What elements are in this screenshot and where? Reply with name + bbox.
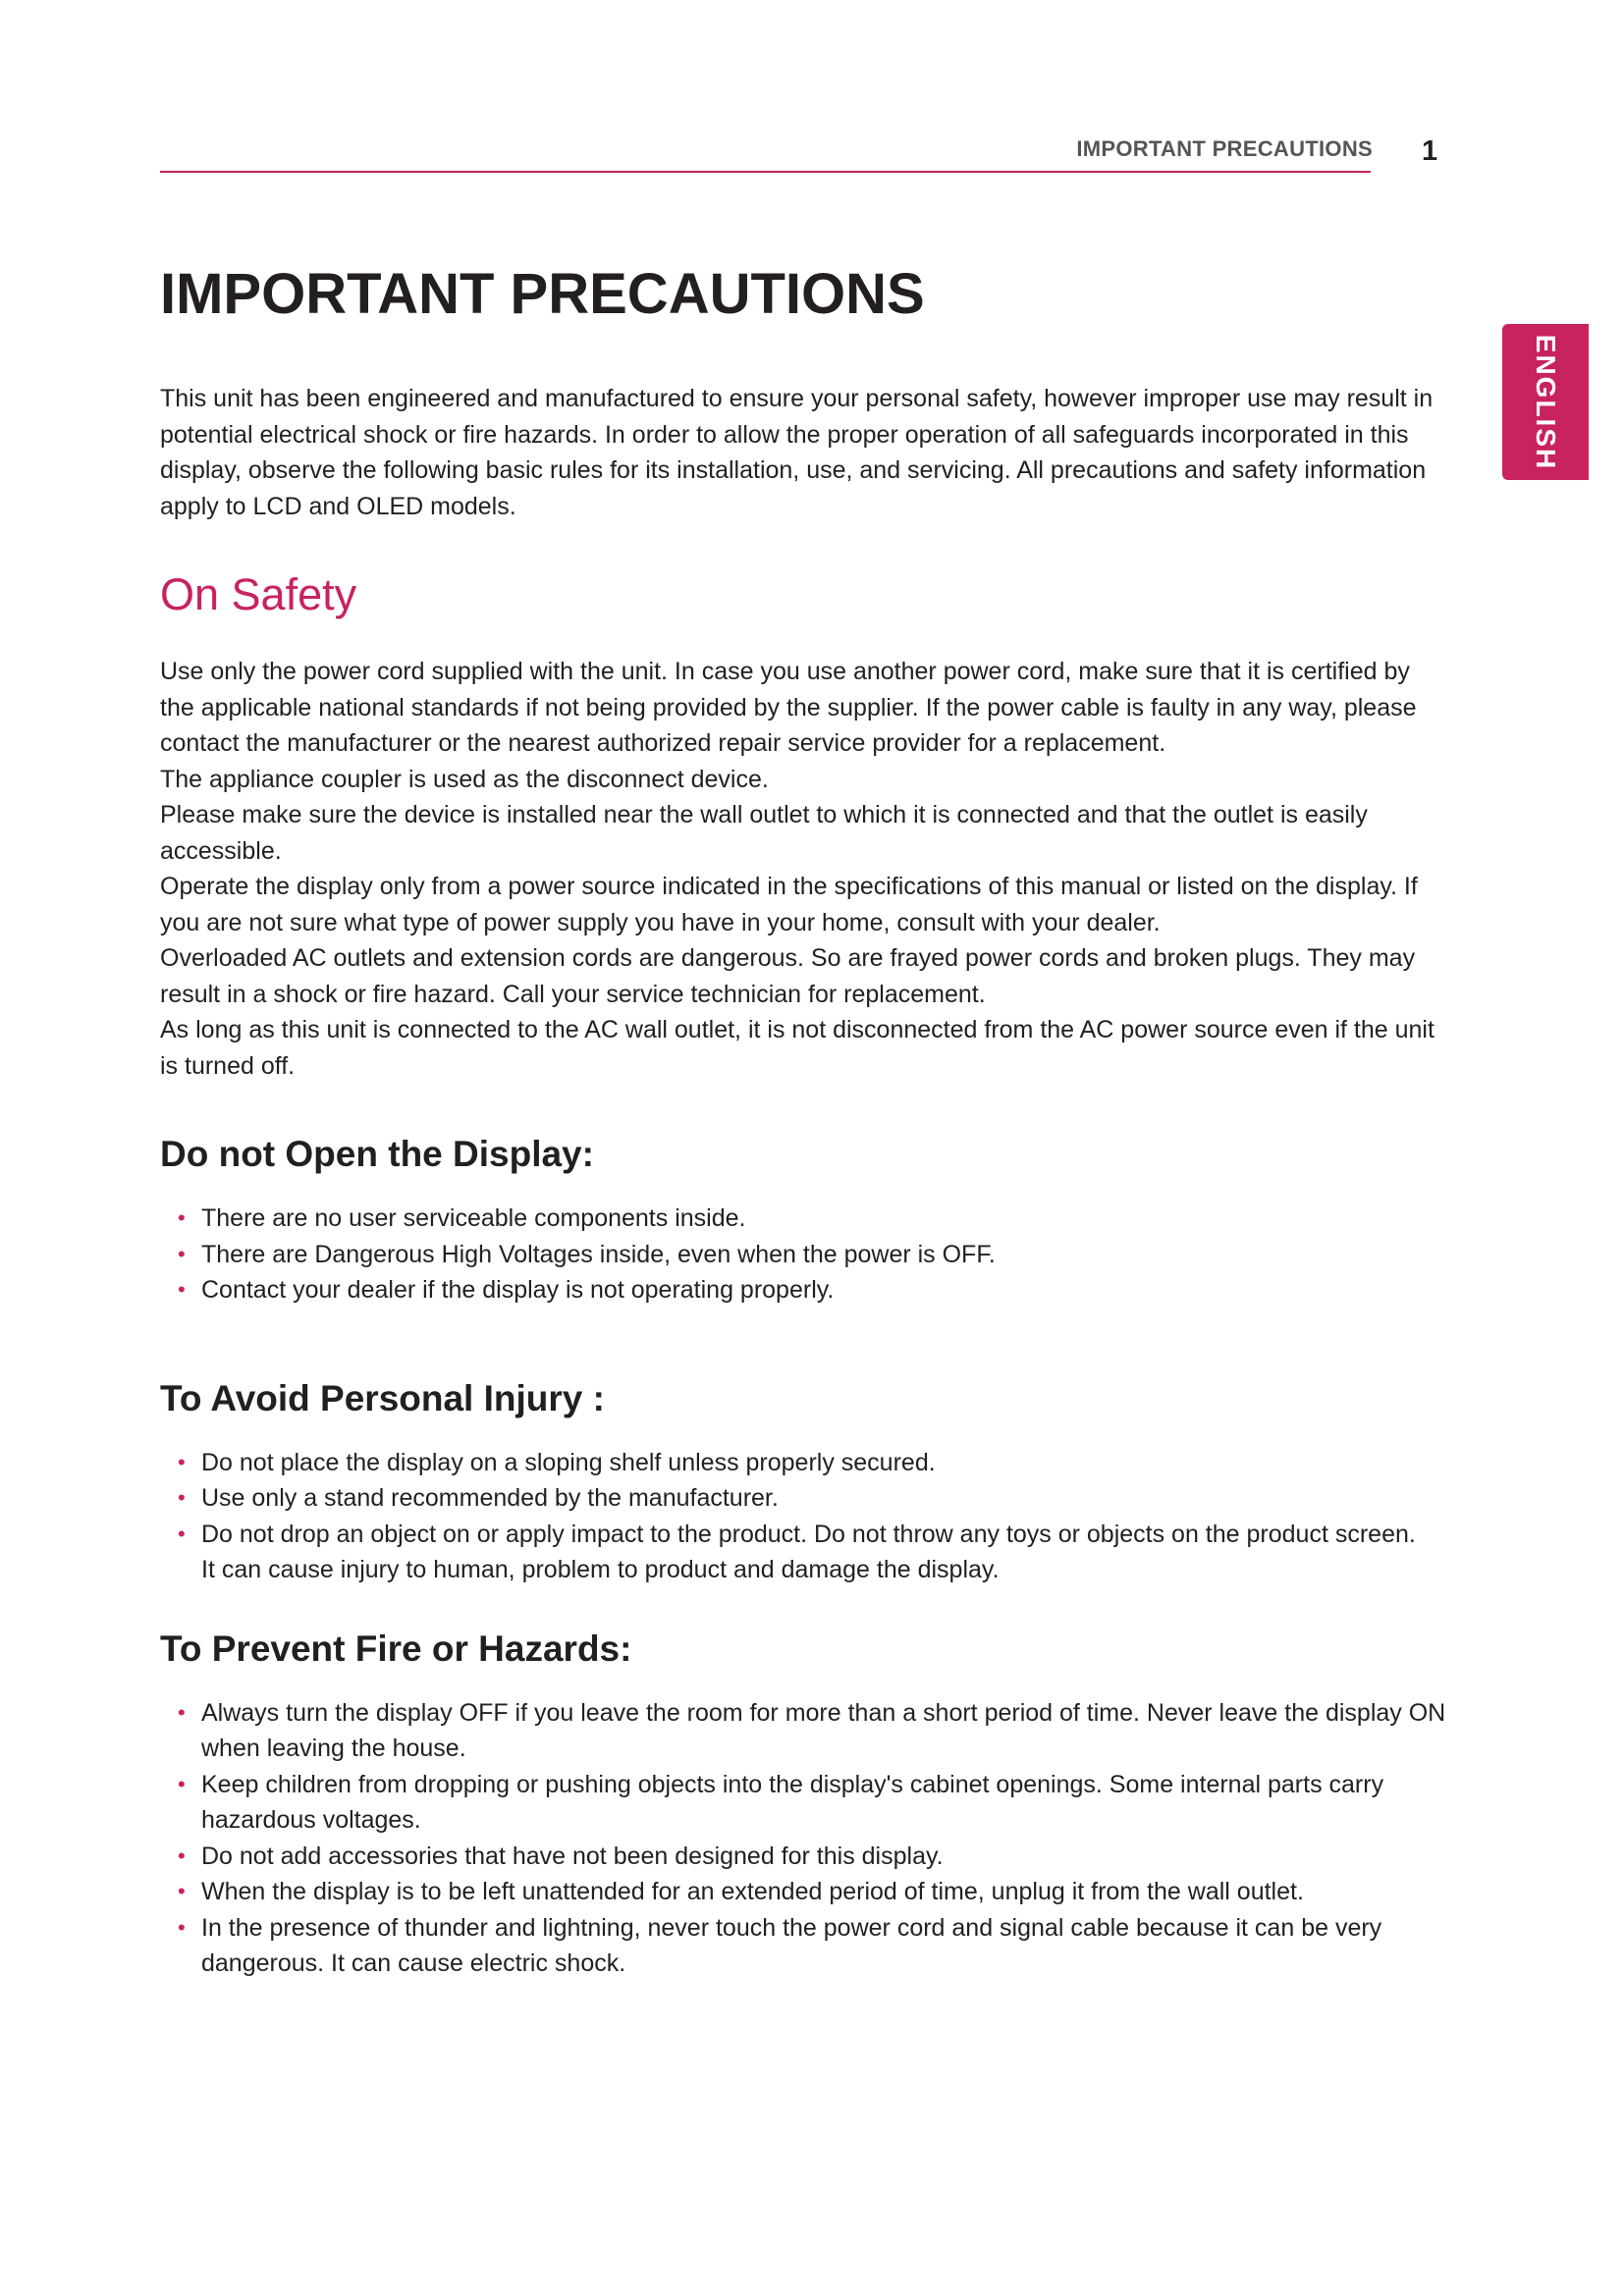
bullet-icon: •	[178, 1241, 186, 1266]
bullet-icon: •	[178, 1449, 186, 1474]
bullet-icon: •	[178, 1699, 186, 1725]
header-rule	[160, 171, 1371, 173]
safety-paragraph: Use only the power cord supplied with the unit. In case you use another power cord, make sure that it is certified by the applicable national standards if not being provided by the supplier. If the power cable is faulty in any way, please contact the manufacturer or the nearest authorized repair service provider for a replacement.	[160, 658, 1417, 757]
list-item	[160, 1272, 1446, 1308]
list-item	[160, 1695, 1446, 1767]
list-item	[160, 1237, 1446, 1273]
prevent-fire-section	[160, 1626, 1446, 1982]
bullet-icon: •	[178, 1879, 186, 1903]
list-item-text: Contact your dealer if the display is not operating properly.	[201, 1276, 835, 1304]
list-item-text: Do not add accessories that have not been designed for this display.	[201, 1842, 944, 1870]
page-title: IMPORTANT PRECAUTIONS	[160, 262, 925, 326]
avoid-injury-section	[160, 1375, 1446, 1588]
list-item-text: In the presence of thunder and lightning, never touch the power cord and signal cable because it can be very dangerous. It can cause electric shock.	[201, 1913, 1382, 1977]
on-safety-section	[160, 654, 1446, 1084]
do-not-open-section	[160, 1131, 1446, 1308]
on-safety-heading: On Safety	[160, 569, 357, 619]
list-item-text: Do not drop an object on or apply impact to the product. Do not throw any toys or objects on the product screen.	[201, 1520, 1416, 1548]
bullet-icon: •	[178, 1771, 186, 1796]
list-item	[160, 1480, 1446, 1517]
avoid-injury-heading: To Avoid Personal Injury :	[160, 1377, 605, 1418]
prevent-fire-heading: To Prevent Fire or Hazards:	[160, 1628, 632, 1669]
bullet-icon: •	[178, 1842, 186, 1868]
list-item	[160, 1767, 1446, 1839]
safety-paragraph: Overloaded AC outlets and extension cords are dangerous. So are frayed power cords and broken plugs. They may result in a shock or fire hazard. Call your service technician for replacement.	[160, 944, 1416, 1008]
bullet-icon: •	[178, 1277, 186, 1302]
list-item	[160, 1445, 1446, 1481]
list-item	[160, 1201, 1446, 1237]
bullet-icon: •	[178, 1205, 186, 1230]
prevent-fire-list	[160, 1695, 1446, 1982]
avoid-injury-list	[160, 1445, 1446, 1588]
intro-paragraph: This unit has been engineered and manufactured to ensure your personal safety, however improper use may result in potential electrical shock or fire hazards. In order to allow the proper operation of all safeguards incorporated in this display, observe the following basic rules for its installation, use, and servicing. All precautions and safety information apply to LCD and OLED models.	[160, 385, 1434, 520]
list-item	[160, 1874, 1446, 1910]
bullet-icon: •	[178, 1521, 186, 1546]
safety-paragraph: The appliance coupler is used as the disconnect device.	[160, 765, 769, 793]
do-not-open-heading: Do not Open the Display:	[160, 1134, 594, 1174]
list-item	[160, 1839, 1446, 1875]
page-number: 1	[1422, 135, 1438, 167]
safety-paragraph: Please make sure the device is installed near the wall outlet to which it is connected and that the outlet is easily accessible.	[160, 801, 1368, 865]
list-item	[160, 1517, 1446, 1588]
list-item	[160, 1910, 1446, 1982]
list-item-continuation: It can cause injury to human, problem to product and damage the display.	[201, 1556, 1000, 1583]
list-item-text: Always turn the display OFF if you leave the room for more than a short period of time. Never leave the display ON when leaving the house.	[201, 1698, 1446, 1762]
safety-paragraph: Operate the display only from a power source indicated in the specifications of this manual or listed on the display. If you are not sure what type of power supply you have in your home, consult with your dealer.	[160, 873, 1418, 936]
list-item-text: Use only a stand recommended by the manufacturer.	[201, 1484, 779, 1512]
bullet-icon: •	[178, 1485, 186, 1510]
bullet-icon: •	[178, 1914, 186, 1940]
language-tab	[1502, 324, 1589, 480]
list-item-text: When the display is to be left unattended for an extended period of time, unplug it from the wall outlet.	[201, 1878, 1304, 1905]
language-tab-label: ENGLISH	[1531, 334, 1561, 470]
running-header: IMPORTANT PRECAUTIONS	[1076, 136, 1373, 161]
list-item-text: Do not place the display on a sloping shelf unless properly secured.	[201, 1448, 936, 1476]
list-item-text: There are Dangerous High Voltages inside, even when the power is OFF.	[201, 1240, 996, 1268]
list-item-text: There are no user serviceable components inside.	[201, 1204, 746, 1232]
safety-paragraph: As long as this unit is connected to the AC wall outlet, it is not disconnected from the AC power source even if the unit is turned off.	[160, 1016, 1435, 1080]
page-content	[160, 257, 1446, 1982]
do-not-open-list	[160, 1201, 1446, 1308]
list-item-text: Keep children from dropping or pushing objects into the display's cabinet openings. Some internal parts carry hazardous voltages.	[201, 1770, 1384, 1834]
